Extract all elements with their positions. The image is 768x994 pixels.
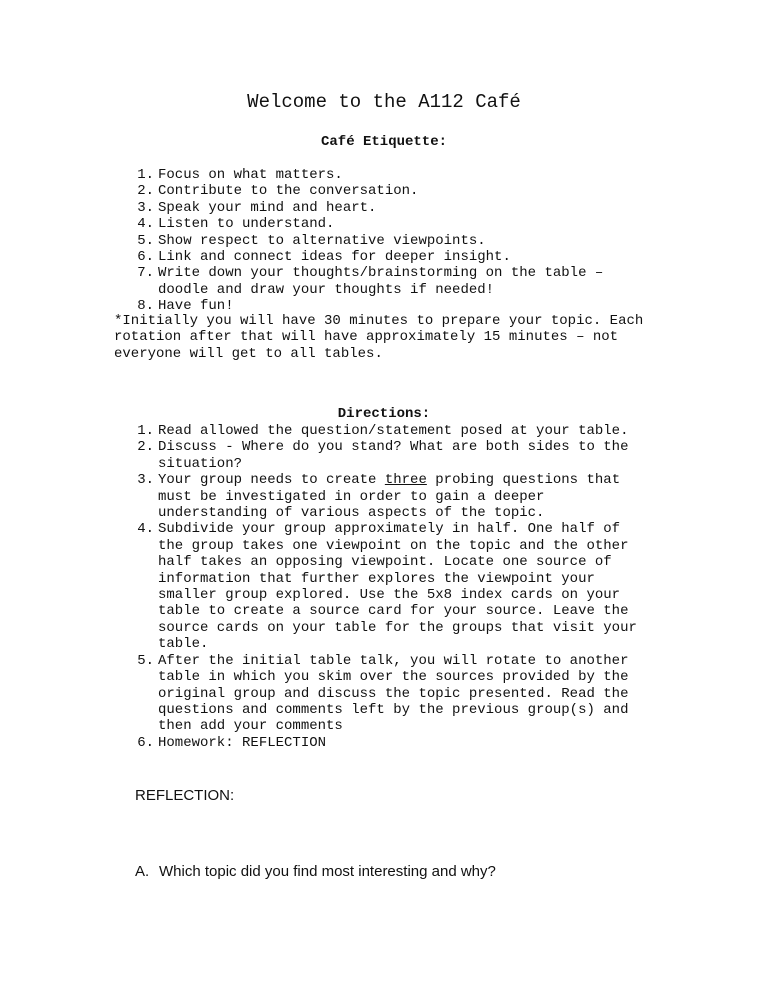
list-item-text: Speak your mind and heart. bbox=[158, 199, 377, 216]
list-number: 1. bbox=[137, 167, 154, 183]
list-item-text: Contribute to the conversation. bbox=[158, 183, 419, 200]
list-number: 2. bbox=[137, 183, 154, 200]
directions-heading: Directions: bbox=[337, 406, 431, 422]
reflection-heading: REFLECTION: bbox=[135, 787, 235, 804]
list-item-text: Homework: REFLECTION bbox=[158, 734, 327, 751]
list-item bbox=[130, 200, 650, 216]
list-item bbox=[130, 472, 650, 521]
list-number: 8. bbox=[137, 298, 154, 315]
list-number: 6. bbox=[137, 734, 154, 751]
list-item bbox=[130, 423, 650, 439]
list-number: 4. bbox=[137, 521, 154, 538]
list-item bbox=[130, 233, 650, 249]
list-item-text: Read allowed the question/statement posed at your table. bbox=[158, 423, 629, 439]
list-item bbox=[130, 167, 650, 183]
list-item-text: Have fun! bbox=[158, 298, 234, 315]
list-item bbox=[130, 249, 650, 265]
list-item-text: Focus on what matters. bbox=[158, 167, 343, 183]
list-number: 1. bbox=[137, 423, 154, 439]
list-number: 5. bbox=[137, 232, 154, 249]
list-item bbox=[130, 183, 650, 199]
timing-note: *Initially you will have 30 minutes to prepare your topic. Each rotation after that will have approximately 15 minutes – not everyone will get to all tables. bbox=[114, 313, 644, 362]
list-number: 2. bbox=[137, 439, 154, 456]
list-number: 6. bbox=[137, 249, 154, 266]
list-item-text: Discuss - Where do you stand? What are both sides to the situation? bbox=[158, 439, 629, 472]
etiquette-list bbox=[130, 167, 650, 315]
directions-list bbox=[130, 423, 650, 751]
etiquette-heading: Café Etiquette: bbox=[320, 134, 448, 150]
list-number: 4. bbox=[137, 216, 154, 233]
list-item-text: Write down your thoughts/brainstorming on the table – doodle and draw your thoughts if needed! bbox=[158, 265, 604, 298]
list-item-text-post: probing questions that must be investigated in order to gain a deeper understanding of various aspects of the topic. bbox=[158, 472, 621, 522]
list-item-text: Show respect to alternative viewpoints. bbox=[158, 232, 486, 249]
reflection-question bbox=[135, 863, 496, 881]
list-item-text: Listen to understand. bbox=[158, 216, 335, 233]
list-item bbox=[130, 439, 650, 472]
list-item-text: Subdivide your group approximately in half. One half of the group takes one viewpoint on the topic and the other half takes an opposing viewpoint. Locate one source of information that further explores the viewpoint your smaller group explored. Use the 5x8 index cards on your table to create a source card for your source. Leave the source cards on your table for the groups that visit your table. bbox=[158, 521, 637, 653]
list-item bbox=[130, 653, 650, 735]
list-item bbox=[130, 265, 650, 298]
list-item-text: After the initial table talk, you will rotate to another table in which you skim over the sources provided by the original group and discuss the topic presented. Read the questions and comments left by the previous group(s) and then add your comments bbox=[158, 652, 629, 735]
list-item-text: Link and connect ideas for deeper insight. bbox=[158, 249, 511, 266]
page-title: Welcome to the A112 Café bbox=[247, 91, 521, 113]
list-number: 7. bbox=[137, 265, 154, 282]
list-item bbox=[130, 735, 650, 751]
list-number: 5. bbox=[137, 652, 154, 669]
question-text: Which topic did you find most interesting and why? bbox=[159, 863, 496, 880]
list-number: 3. bbox=[137, 472, 154, 489]
list-item-text-pre: Your group needs to create bbox=[158, 472, 385, 489]
list-item bbox=[130, 216, 650, 232]
list-number: 3. bbox=[137, 199, 154, 216]
underlined-emphasis: three bbox=[384, 472, 427, 489]
question-letter: A. bbox=[135, 863, 150, 880]
list-item bbox=[130, 521, 650, 652]
